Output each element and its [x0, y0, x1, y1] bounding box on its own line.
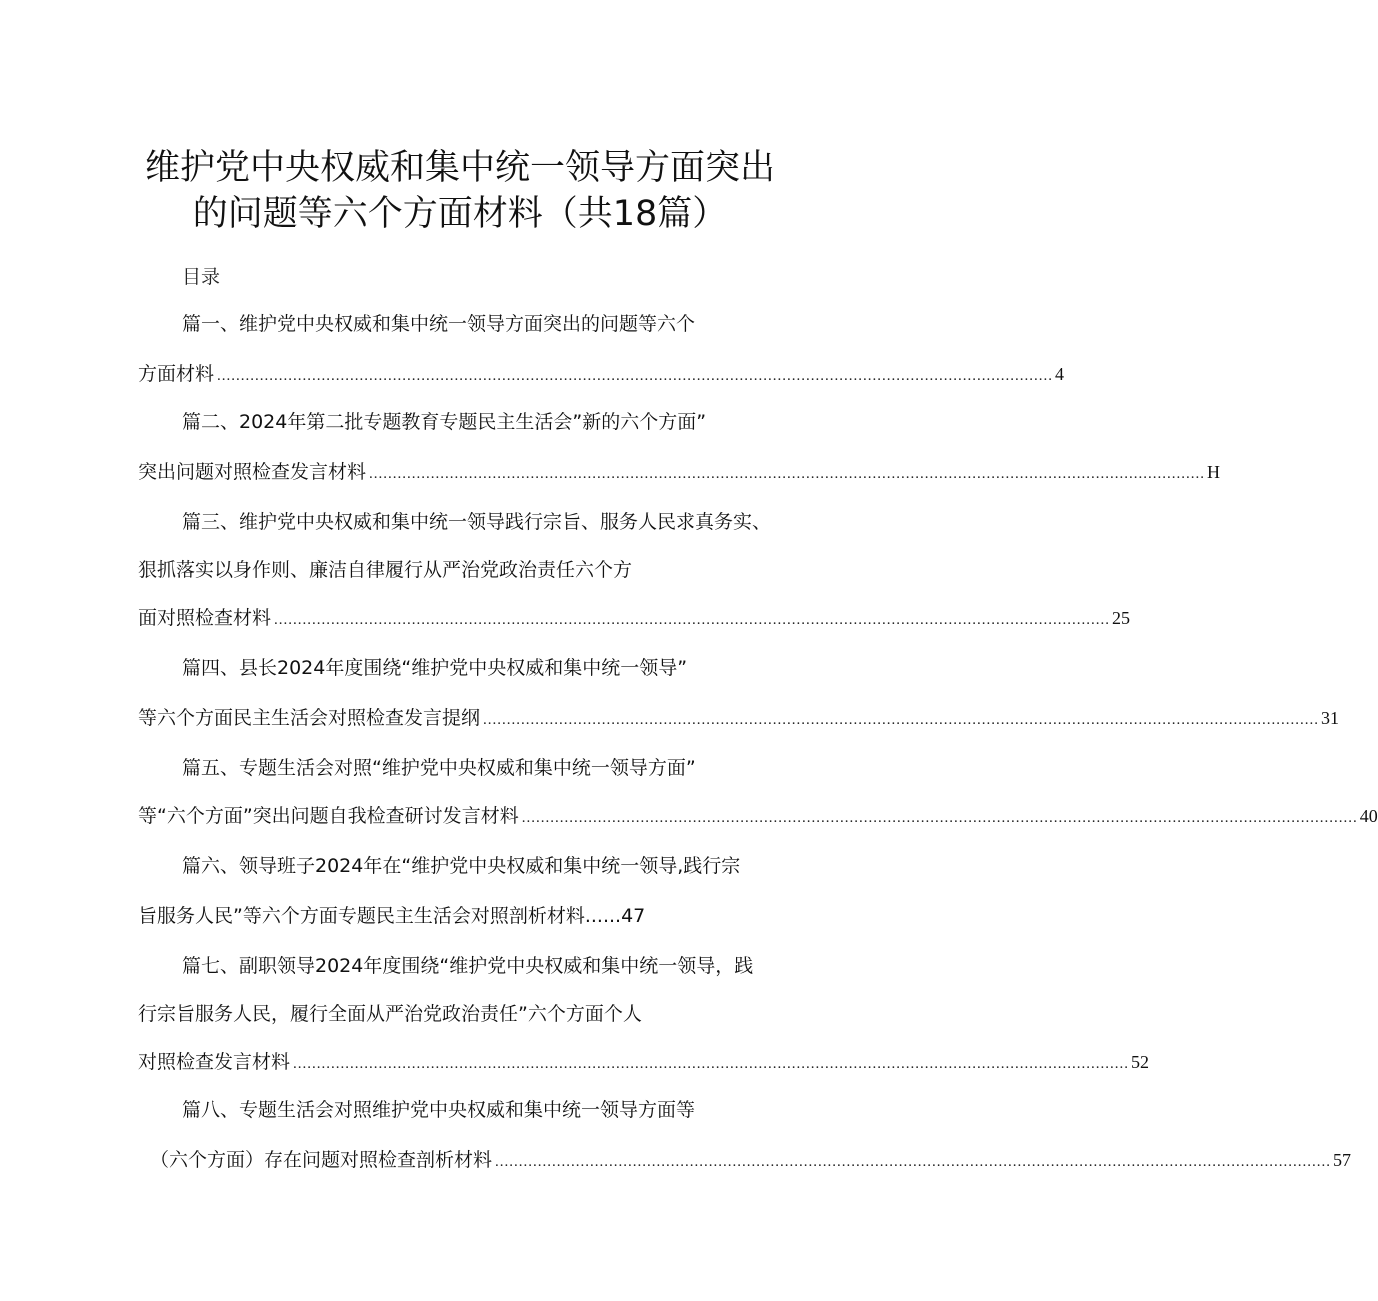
- toc-entry-7-line-2: 行宗旨服务人民，履行全面从严治党政治责任”六个方面个人: [138, 1003, 642, 1025]
- toc-entry-2-text: 突出问题对照检查发言材料: [138, 461, 367, 483]
- toc-entry-8-leader[interactable]: [150, 1148, 1352, 1174]
- toc-entry-4-leader[interactable]: [138, 706, 1340, 732]
- toc-entry-5-leader[interactable]: [138, 804, 1378, 830]
- toc-entry-1-leader[interactable]: [138, 362, 1065, 388]
- toc-entry-4-text: 等六个方面民主生活会对照检查发言提纲: [138, 707, 481, 729]
- document-title-line-1: 维护党中央权威和集中统一领导方面突出: [144, 148, 775, 188]
- dot-leader: ................................................................................................................................................................................: [274, 612, 1111, 628]
- dot-leader: ................................................................................................................................................................................: [369, 466, 1206, 482]
- toc-entry-3-text: 面对照检查材料: [138, 607, 272, 629]
- dot-leader: ................................................................................................................................................................................: [293, 1056, 1130, 1072]
- toc-entry-7-page: 52: [1131, 1052, 1150, 1072]
- toc-entry-4-page: 31: [1321, 708, 1340, 728]
- toc-entry-1-page: 4: [1055, 364, 1065, 384]
- toc-entry-6-line-1: 篇六、领导班子2024年在“维护党中央权威和集中统一领导,践行宗: [182, 855, 741, 877]
- toc-entry-1-text: 方面材料: [138, 363, 215, 385]
- dot-leader: ................................................................................................................................................................................: [495, 1154, 1332, 1170]
- toc-entry-3-line-1: 篇三、维护党中央权威和集中统一领导践行宗旨、服务人民求真务实、: [182, 511, 772, 533]
- document-title-line-2: 的问题等六个方面材料（共18篇）: [192, 194, 728, 234]
- toc-entry-5-page: 40: [1359, 806, 1378, 826]
- toc-entry-2-page: H: [1207, 462, 1221, 482]
- toc-entry-4-line-1: 篇四、县长2024年度围绕“维护党中央权威和集中统一领导”: [182, 657, 688, 679]
- toc-entry-8-page: 57: [1333, 1150, 1352, 1170]
- toc-heading: 目录: [182, 266, 221, 288]
- dot-leader: ................................................................................................................................................................................: [521, 810, 1358, 826]
- toc-entry-3-leader[interactable]: [138, 606, 1131, 632]
- toc-entry-7-line-1: 篇七、副职领导2024年度围绕“维护党中央权威和集中统一领导，践: [182, 955, 754, 977]
- toc-entry-2-line-1: 篇二、2024年第二批专题教育专题民主生活会”新的六个方面”: [182, 411, 707, 433]
- dot-leader: ................................................................................................................................................................................: [483, 712, 1320, 728]
- toc-entry-2-leader[interactable]: [138, 460, 1221, 486]
- toc-entry-5-text: 等“六个方面”突出问题自我检查研讨发言材料: [138, 805, 519, 827]
- toc-entry-3-page: 25: [1112, 608, 1131, 628]
- toc-entry-7-leader[interactable]: [138, 1050, 1150, 1076]
- toc-entry-1-line-1: 篇一、维护党中央权威和集中统一领导方面突出的问题等六个: [182, 313, 696, 335]
- toc-entry-5-line-1: 篇五、专题生活会对照“维护党中央权威和集中统一领导方面”: [182, 757, 696, 779]
- toc-entry-8-text: （六个方面）存在问题对照检查剖析材料: [150, 1149, 493, 1171]
- toc-entry-6-line-2[interactable]: 旨服务人民”等六个方面专题民主生活会对照剖析材料......47: [138, 905, 646, 927]
- toc-entry-8-line-1: 篇八、专题生活会对照维护党中央权威和集中统一领导方面等: [182, 1099, 696, 1121]
- toc-entry-7-text: 对照检查发言材料: [138, 1051, 291, 1073]
- toc-entry-3-line-2: 狠抓落实以身作则、廉洁自律履行从严治党政治责任六个方: [138, 559, 633, 581]
- dot-leader: ................................................................................................................................................................................: [217, 368, 1054, 384]
